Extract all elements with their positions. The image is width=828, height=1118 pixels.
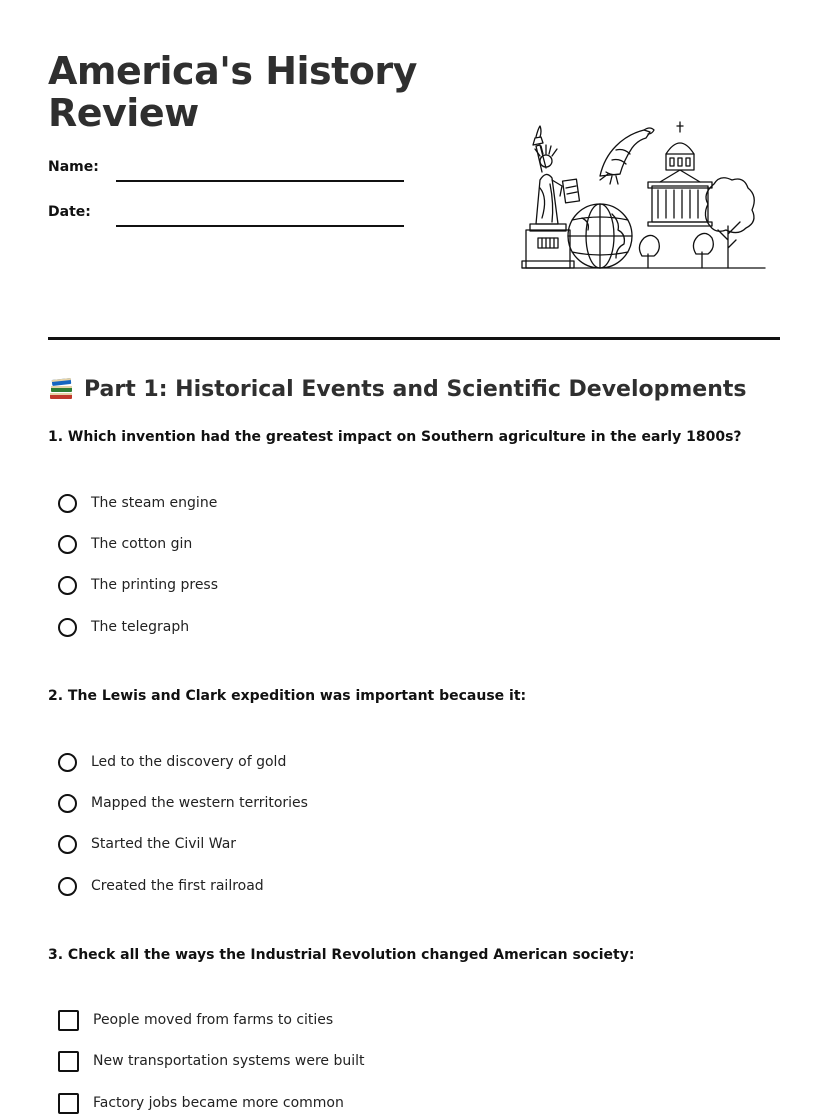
checkbox[interactable] [58, 1051, 79, 1072]
option-label: People moved from farms to cities [93, 1012, 334, 1028]
worksheet-page [48, 0, 780, 1118]
q2-option-4[interactable] [58, 874, 264, 898]
books-icon [48, 376, 74, 402]
title-line-1: America's History [48, 49, 417, 93]
page-title [48, 50, 417, 134]
checkbox[interactable] [58, 1093, 79, 1114]
radio-button[interactable] [58, 576, 77, 595]
capitol-building-icon [648, 122, 712, 226]
header-divider [48, 337, 780, 340]
checkbox[interactable] [58, 1010, 79, 1031]
radio-button[interactable] [58, 794, 77, 813]
radio-button[interactable] [58, 835, 77, 854]
name-field [48, 159, 408, 189]
globe-icon [568, 204, 632, 268]
radio-button[interactable] [58, 535, 77, 554]
option-label: The cotton gin [91, 536, 193, 552]
q2-option-1[interactable] [58, 750, 286, 774]
american-landmarks-icon [520, 118, 770, 273]
part1-title: Part 1: Historical Events and Scientific Developments [84, 376, 747, 402]
q3-option-2[interactable] [58, 1049, 364, 1073]
radio-button[interactable] [58, 618, 77, 637]
q2-option-2[interactable] [58, 791, 308, 815]
option-label: The printing press [91, 577, 219, 593]
trees-icon [639, 178, 754, 268]
eagle-icon [600, 128, 654, 184]
part1-heading [48, 374, 747, 404]
radio-button[interactable] [58, 753, 77, 772]
option-label: Factory jobs became more common [93, 1095, 344, 1111]
option-label: Mapped the western territories [91, 795, 308, 811]
question-1: 1. Which invention had the greatest impact on Southern agriculture in the early 1800s? [48, 429, 742, 445]
option-label: Created the first railroad [91, 878, 264, 894]
q1-option-1[interactable] [58, 491, 217, 515]
q3-option-3[interactable] [58, 1091, 344, 1115]
radio-button[interactable] [58, 877, 77, 896]
question-3: 3. Check all the ways the Industrial Revolution changed American society: [48, 947, 635, 963]
q1-option-4[interactable] [58, 615, 189, 639]
date-field [48, 204, 408, 234]
option-label: New transportation systems were built [93, 1053, 365, 1069]
option-label: The steam engine [91, 495, 218, 511]
q1-option-2[interactable] [58, 532, 192, 556]
title-line-2: Review [48, 91, 199, 135]
q2-option-3[interactable] [58, 832, 236, 856]
question-2: 2. The Lewis and Clark expedition was important because it: [48, 688, 527, 704]
radio-button[interactable] [58, 494, 77, 513]
option-label: Started the Civil War [91, 836, 237, 852]
date-label: Date: [48, 204, 91, 220]
name-input-line[interactable] [116, 180, 404, 182]
q3-option-1[interactable] [58, 1008, 333, 1032]
q1-option-3[interactable] [58, 573, 218, 597]
option-label: Led to the discovery of gold [91, 754, 287, 770]
date-input-line[interactable] [116, 225, 404, 227]
option-label: The telegraph [91, 619, 190, 635]
name-label: Name: [48, 159, 99, 175]
statue-of-liberty-icon [522, 126, 579, 268]
